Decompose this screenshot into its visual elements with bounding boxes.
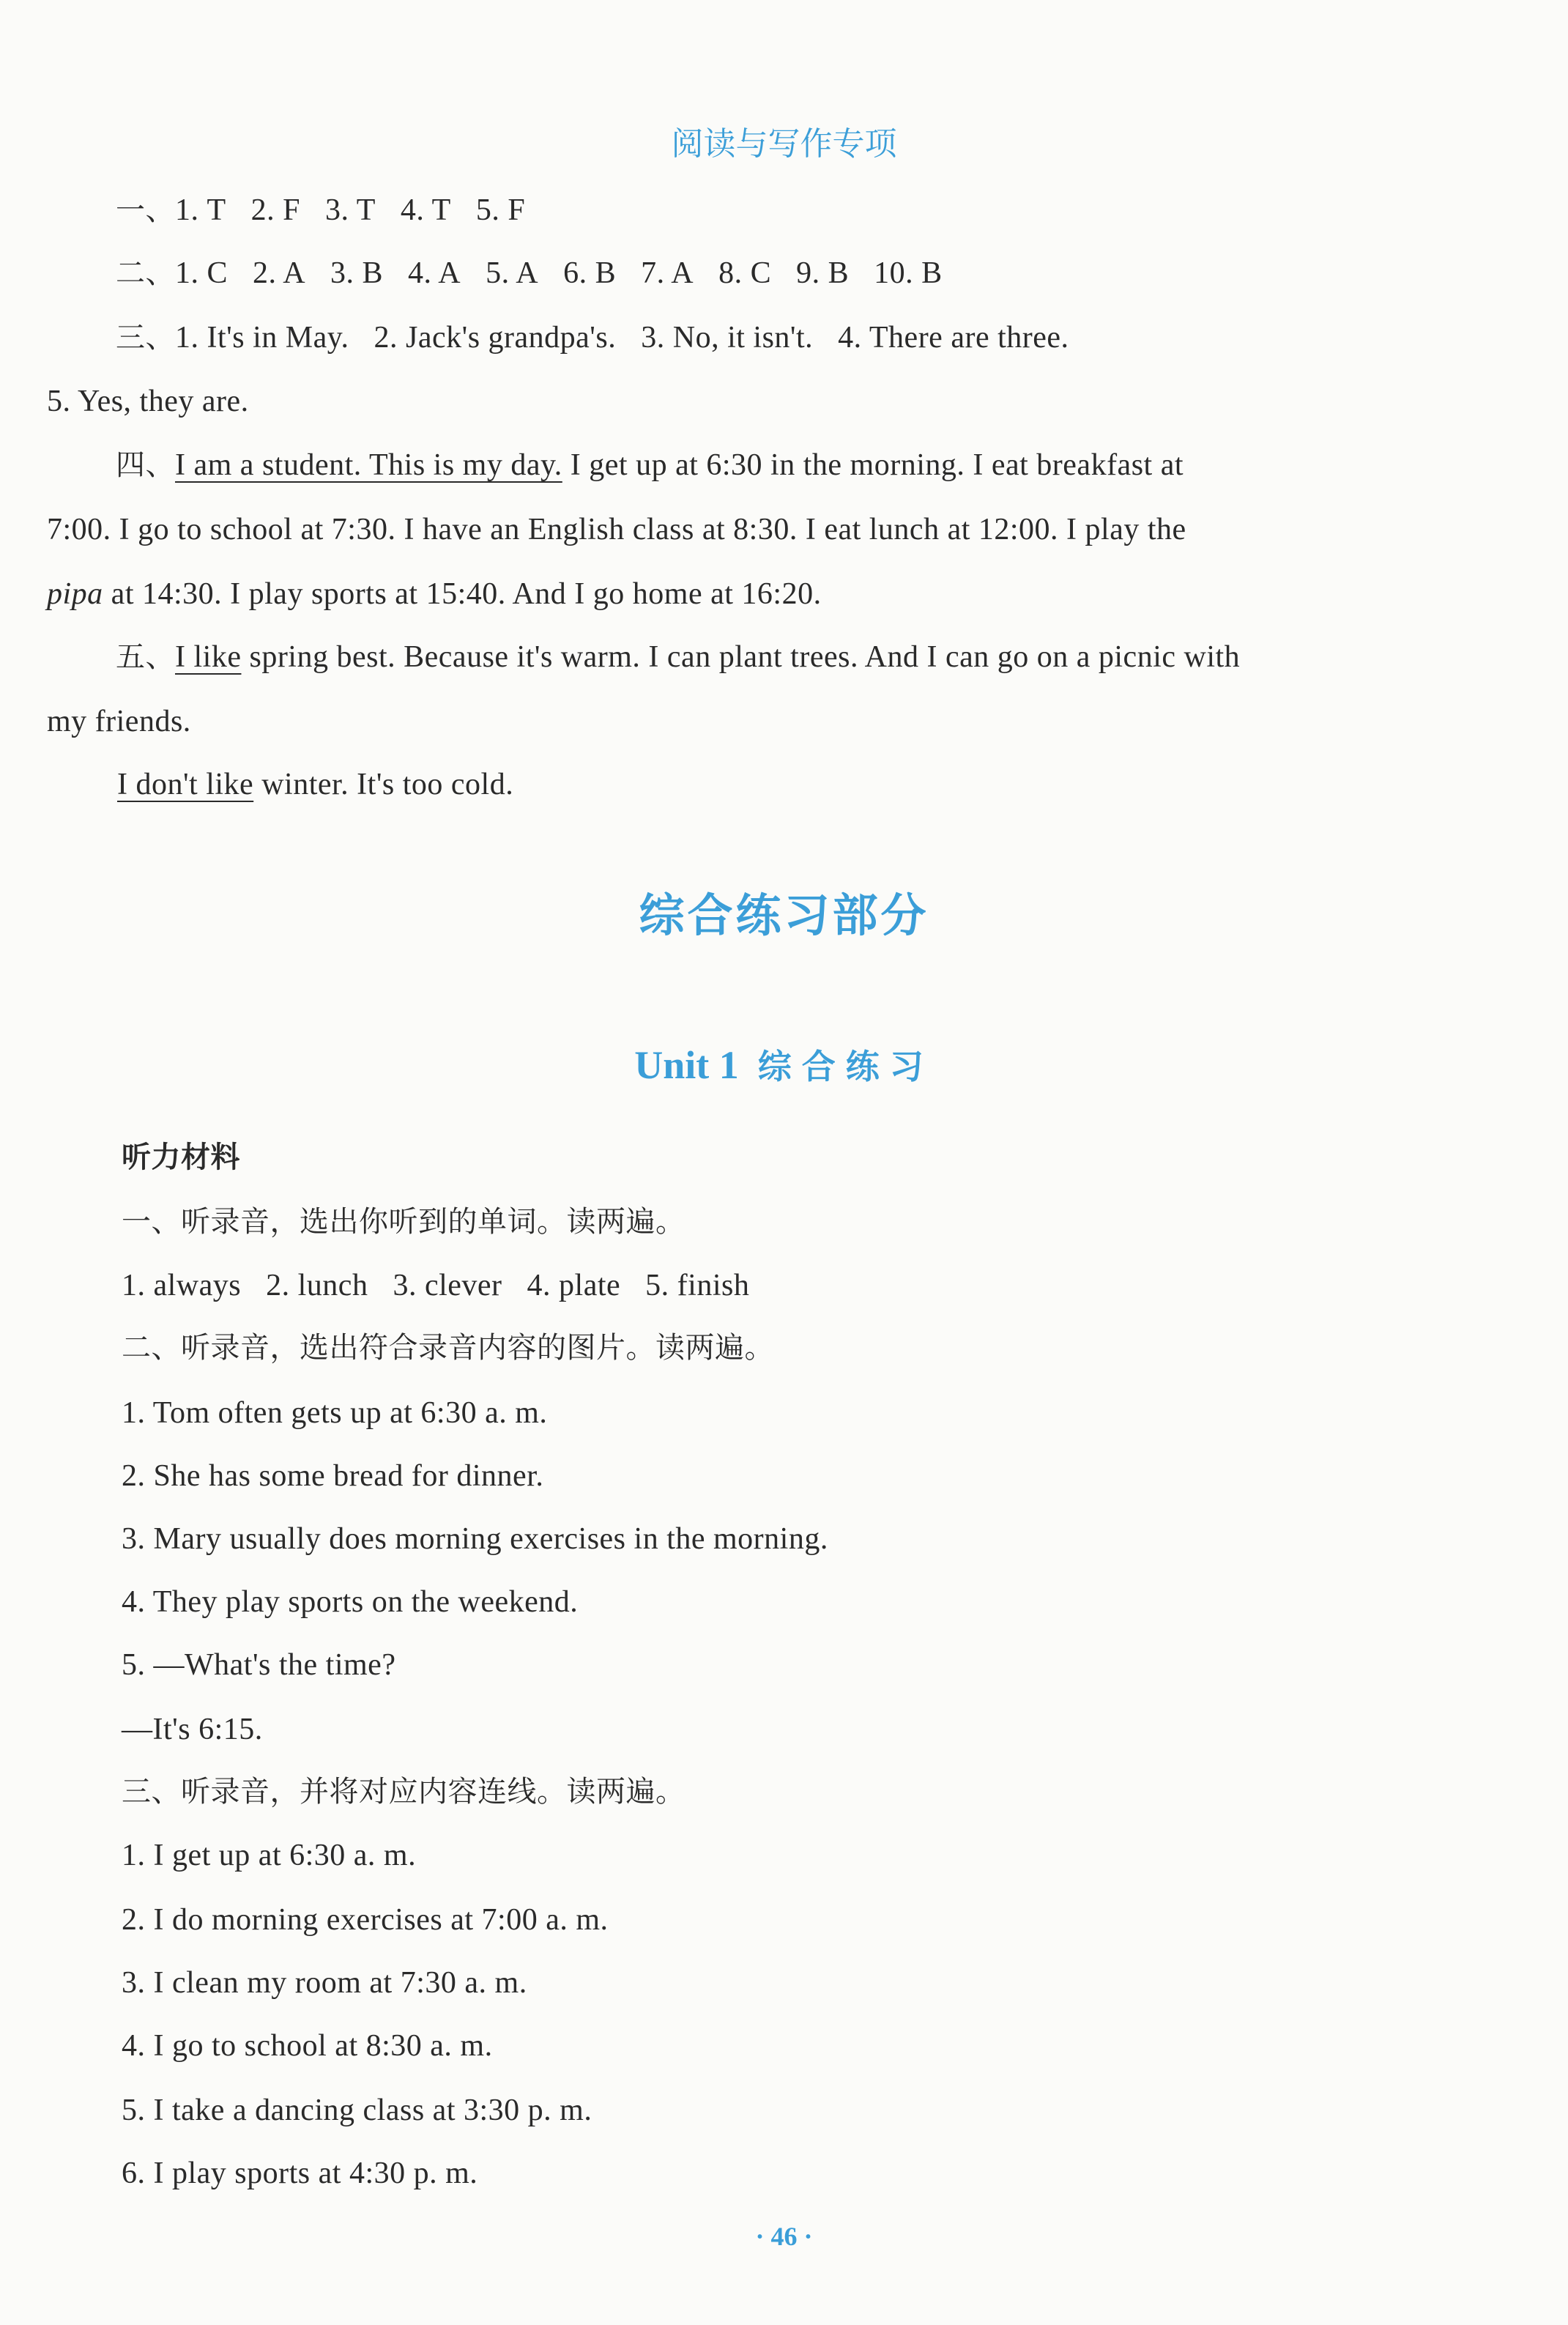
q3-item: 1. It's in May. [175, 321, 349, 355]
q5-text: winter. It's too cold. [253, 768, 514, 801]
listening-s1-items [122, 1270, 749, 1301]
reading-q5-line3 [117, 769, 513, 800]
q1-item: 2. F [250, 193, 301, 227]
q2-item: 5. A [486, 256, 539, 290]
q5-text: spring best. Because it's warm. I can plant trees. And I can go on a picnic with [241, 640, 1241, 674]
q3-item: 4. There are three. [838, 321, 1069, 355]
s2-item: 1. Tom often gets up at 6:30 a. m. [122, 1396, 548, 1430]
q2-item: 4. A [408, 256, 461, 290]
reading-q3-line [116, 322, 1069, 353]
q4-text: at 14:30. I play sports at 15:40. And I go home at 16:20. [103, 577, 822, 611]
s1-item: 1. always [122, 1269, 242, 1302]
q5-label: 五、 [116, 640, 175, 674]
reading-q4-line3 [47, 579, 822, 609]
s2-item: 2. She has some bread for dinner. [122, 1459, 544, 1493]
q4-label: 四、 [116, 448, 175, 482]
q2-item: 8. C [718, 256, 772, 290]
reading-q2-line [116, 258, 943, 289]
q4-italic-word: pipa [47, 577, 103, 611]
reading-q3-line2: 5. Yes, they are. [47, 385, 249, 418]
s3-item: 3. I clean my room at 7:30 a. m. [122, 1966, 527, 2000]
q1-item: 4. T [400, 193, 451, 227]
s1-item: 2. lunch [266, 1269, 368, 1302]
q5-underlined: I like [175, 640, 242, 674]
unit-title-en: Unit 1 [634, 1043, 739, 1087]
reading-q4-line2: 7:00. I go to school at 7:30. I have an English class at 8:30. I eat lunch at 12:00. I play the [47, 513, 1186, 546]
s1-item: 5. finish [645, 1269, 750, 1302]
unit-title-cn: 综合练习 [757, 1047, 934, 1086]
listening-s2-instruction: 二、听录音，选出符合录音内容的图片。读两遍。 [122, 1331, 774, 1365]
reading-q5-line2: my friends. [47, 705, 191, 738]
q1-item: 3. T [325, 193, 376, 227]
s3-item: 1. I get up at 6:30 a. m. [122, 1839, 417, 1872]
unit-title [0, 1040, 1568, 1089]
q2-item: 6. B [563, 256, 617, 290]
q4-text: I get up at 6:30 in the morning. I eat breakfast at [562, 448, 1184, 482]
q3-item: 3. No, it isn't. [641, 321, 814, 355]
section-title: 阅读与写作专项 [671, 125, 897, 163]
reading-q4-line1 [116, 450, 1419, 481]
q2-label: 二、 [116, 256, 175, 290]
reading-q5-line1 [116, 642, 1240, 672]
q2-item: 2. A [253, 256, 306, 290]
s2-item: 5. —What's the time? [122, 1648, 396, 1682]
q1-item: 5. F [475, 193, 526, 227]
q5-underlined-2: I don't like [117, 768, 254, 801]
q2-item: 7. A [641, 256, 694, 290]
s2-item: 3. Mary usually does morning exercises in the morning. [122, 1522, 828, 1556]
s3-item: 4. I go to school at 8:30 a. m. [122, 2029, 493, 2063]
s2-item: 4. They play sports on the weekend. [122, 1585, 579, 1619]
q2-item: 1. C [175, 256, 228, 290]
reading-q1-line [116, 195, 525, 226]
q3-label: 三、 [116, 321, 175, 355]
q3-item: 2. Jack's grandpa's. [374, 321, 617, 355]
page-number: · 46 · [755, 2222, 813, 2251]
s1-item: 3. clever [393, 1269, 502, 1302]
s1-item: 4. plate [527, 1269, 621, 1302]
q2-item: 10. B [874, 256, 943, 290]
q4-underlined: I am a student. This is my day. [175, 448, 562, 482]
listening-heading: 听力材料 [122, 1141, 240, 1174]
s3-item: 6. I play sports at 4:30 p. m. [122, 2157, 478, 2190]
s3-item: 2. I do morning exercises at 7:00 a. m. [122, 1903, 609, 1937]
s2-item: —It's 6:15. [122, 1713, 263, 1746]
q1-label: 一、 [116, 193, 175, 227]
q1-item: 1. T [175, 193, 226, 227]
part-title: 综合练习部分 [639, 889, 929, 942]
listening-s3-instruction: 三、听录音，并将对应内容连线。读两遍。 [122, 1775, 685, 1809]
q2-item: 3. B [330, 256, 384, 290]
q2-item: 9. B [796, 256, 850, 290]
s3-item: 5. I take a dancing class at 3:30 p. m. [122, 2094, 592, 2127]
listening-s1-instruction: 一、听录音，选出你听到的单词。读两遍。 [122, 1205, 685, 1239]
